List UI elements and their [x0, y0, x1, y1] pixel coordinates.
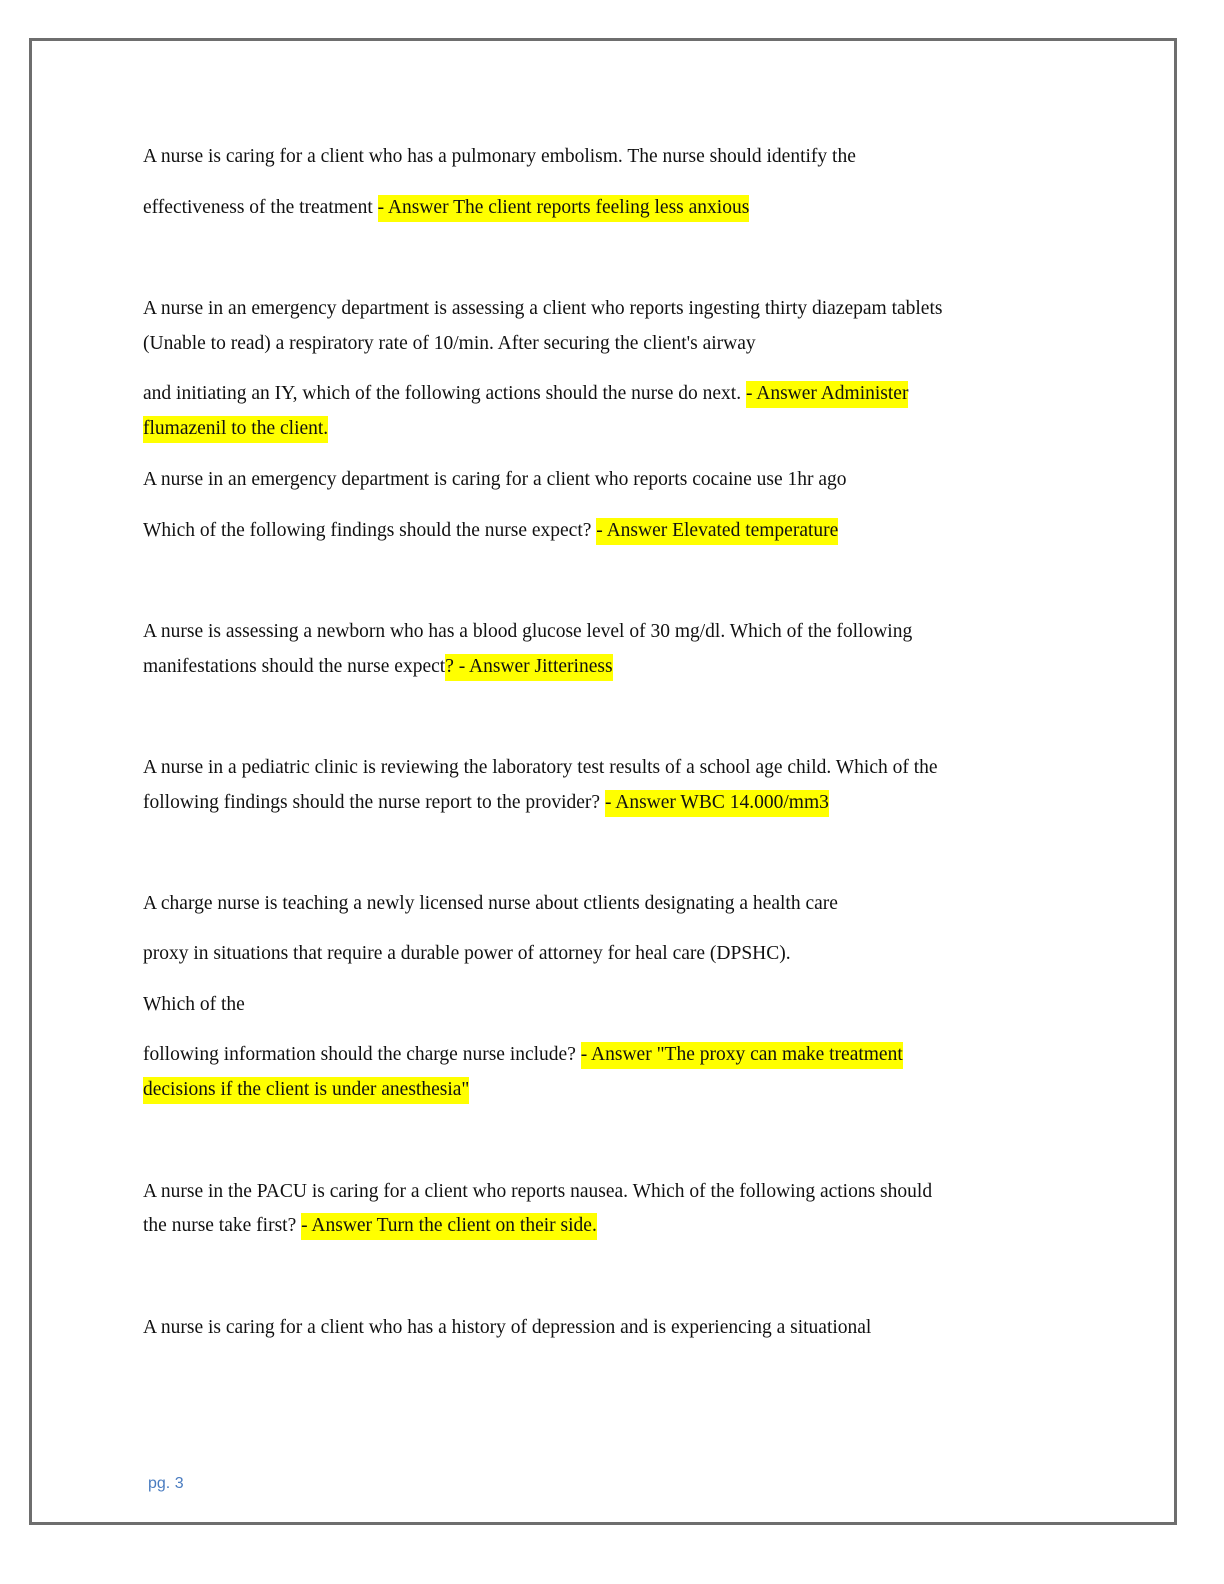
question-text: A nurse is caring for a client who has a history of depression and is experiencing a situational — [143, 1317, 872, 1338]
question-text — [143, 654, 613, 680]
answer-highlight: ? - Answer Jitteriness — [445, 654, 612, 681]
question-text — [143, 381, 908, 407]
answer-highlight: - Answer Turn the client on their side. — [301, 1213, 597, 1240]
question-text: A nurse is caring for a client who has a pulmonary embolism. The nurse should identify the — [143, 146, 856, 167]
question-text — [143, 195, 749, 221]
question-text — [143, 1213, 597, 1239]
question-text — [143, 1042, 903, 1068]
answer-highlight: - Answer Administer — [746, 381, 908, 408]
question-text: Which of the — [143, 994, 245, 1015]
answer-highlight: - Answer The client reports feeling less anxious — [378, 195, 750, 222]
question-text-part: following findings should the nurse report to the provider? — [143, 792, 601, 813]
question-text: A nurse in the PACU is caring for a client who reports nausea. Which of the following actions should — [143, 1181, 933, 1202]
question-text: A nurse in an emergency department is caring for a client who reports cocaine use 1hr ago — [143, 469, 847, 490]
question-text: A nurse is assessing a newborn who has a blood glucose level of 30 mg/dl. Which of the following — [143, 621, 913, 642]
question-text-part: and initiating an IY, which of the following actions should the nurse do next. — [143, 383, 742, 404]
answer-text — [143, 1077, 469, 1103]
answer-highlight: - Answer "The proxy can make treatment — [581, 1042, 903, 1069]
question-text: (Unable to read) a respiratory rate of 10/min. After securing the client's airway — [143, 333, 756, 354]
page-border — [29, 38, 1177, 1525]
question-text: A charge nurse is teaching a newly licensed nurse about ctlients designating a health care — [143, 893, 838, 914]
question-text-part: following information should the charge nurse include? — [143, 1044, 576, 1065]
question-text: proxy in situations that require a durable power of attorney for heal care (DPSHC). — [143, 943, 791, 964]
answer-highlight: - Answer Elevated temperature — [596, 518, 838, 545]
answer-text — [143, 416, 328, 442]
page-number: pg. 3 — [148, 1475, 184, 1492]
question-text-part: the nurse take first? — [143, 1215, 297, 1236]
question-text-part: Which of the following findings should the nurse expect? — [143, 520, 592, 541]
question-text-part: manifestations should the nurse expect — [143, 656, 446, 677]
question-text: A nurse in an emergency department is assessing a client who reports ingesting thirty diazepam tablets — [143, 298, 943, 319]
answer-highlight: - Answer WBC 14.000/mm3 — [605, 790, 829, 817]
question-text-part: effectiveness of the treatment — [143, 197, 373, 218]
answer-highlight: decisions if the client is under anesthesia" — [143, 1077, 469, 1104]
question-text: A nurse in a pediatric clinic is reviewing the laboratory test results of a school age child. Which of the — [143, 757, 938, 778]
answer-highlight: flumazenil to the client. — [143, 416, 328, 443]
question-text — [143, 790, 829, 816]
question-text — [143, 518, 838, 544]
